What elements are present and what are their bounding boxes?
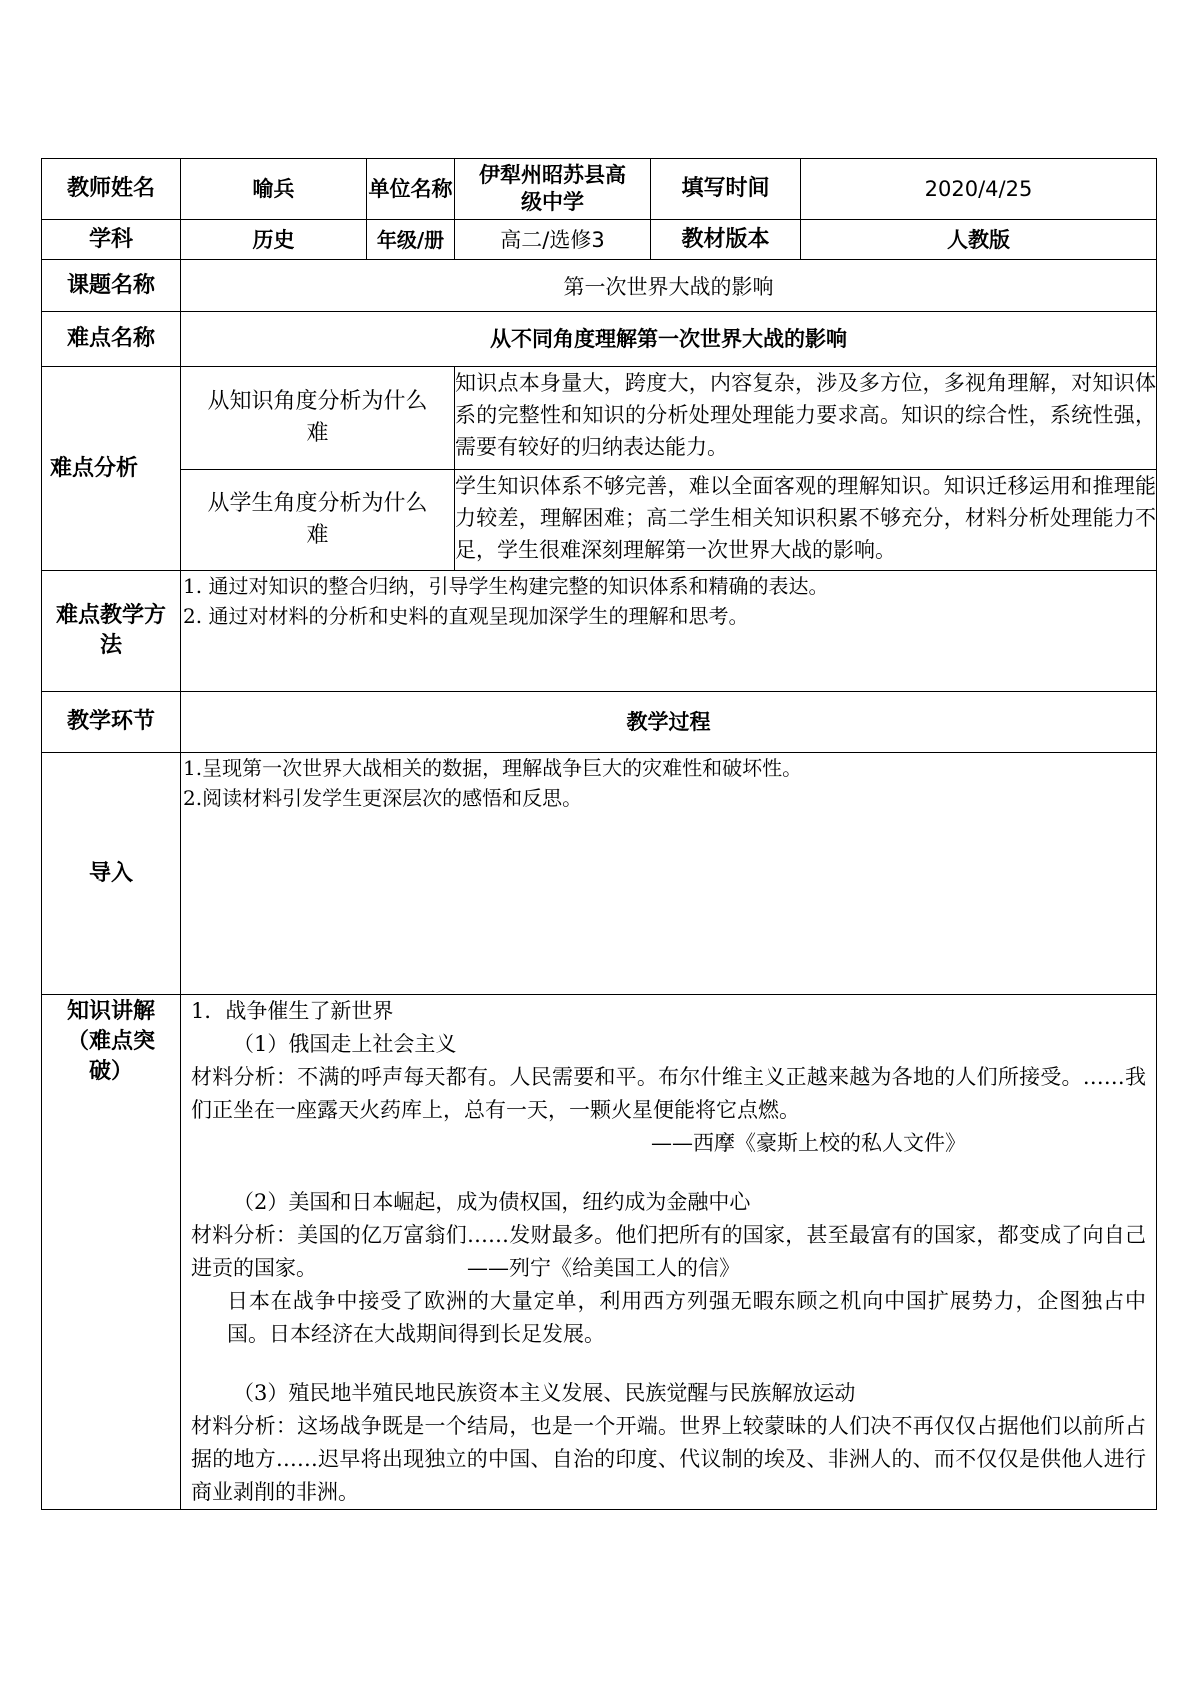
- fill-time-value: 2020/4/25: [801, 159, 1157, 220]
- difficulty-label: 难点名称: [42, 312, 181, 367]
- unit-label: 单位名称: [367, 159, 455, 220]
- section-2-material: [191, 1219, 1146, 1285]
- methods-item: 1. 通过对知识的整合归纳，引导学生构建完整的知识体系和精确的表达。: [183, 574, 829, 598]
- methods-list: [181, 571, 1157, 692]
- grade-value: 高二/选修3: [455, 220, 651, 260]
- methods-label: 难点教学方法: [42, 571, 181, 692]
- difficulty-row: [42, 312, 1157, 367]
- grade-label: 年级/册: [367, 220, 455, 260]
- header-row-1: [42, 159, 1157, 220]
- intro-row: [42, 753, 1157, 995]
- knowledge-angle-label: 从知识角度分析为什么难: [181, 367, 455, 470]
- intro-label: 导入: [42, 753, 181, 995]
- teacher-name-value: 喻兵: [181, 159, 367, 220]
- section-2-title: （2）美国和日本崛起，成为债权国，纽约成为金融中心: [233, 1190, 751, 1214]
- knowledge-row: [42, 995, 1157, 1510]
- knowledge-label: 知识讲解（难点突破）: [42, 995, 181, 1510]
- process-label: 教学过程: [181, 692, 1157, 753]
- student-angle-text: 学生知识体系不够完善，难以全面客观的理解知识。知识迁移运用和推理能力较差，理解困难；高二学生相关知识积累不够充分，材料分析处理能力不足，学生很难深刻理解第一次世界大战的影响。: [455, 470, 1157, 571]
- difficulty-value: 从不同角度理解第一次世界大战的影响: [181, 312, 1157, 367]
- topic-value: 第一次世界大战的影响: [181, 260, 1157, 312]
- lesson-plan-table: [41, 158, 1157, 1510]
- textbook-label: 教材版本: [651, 220, 801, 260]
- section-2-japan: 日本在战争中接受了欧洲的大量定单，利用西方列强无暇东顾之机向中国扩展势力，企图独占中国。日本经济在大战期间得到长足发展。: [227, 1289, 1146, 1346]
- topic-row: [42, 260, 1157, 312]
- knowledge-angle-text: 知识点本身量大，跨度大，内容复杂，涉及多方位，多视角理解，对知识体系的完整性和知识的分析处理处理能力要求高。知识的综合性，系统性强，需要有较好的归纳表达能力。: [455, 367, 1157, 470]
- textbook-value: 人教版: [801, 220, 1157, 260]
- section-2-source: ——列宁《给美国工人的信》: [467, 1256, 740, 1280]
- stage-label: 教学环节: [42, 692, 181, 753]
- section-2-material-text: 材料分析：美国的亿万富翁们……发财最多。他们把所有的国家，甚至最富有的国家，都变成了向自己进贡的国家。: [191, 1223, 1146, 1280]
- methods-row: [42, 571, 1157, 692]
- teacher-name-label: 教师姓名: [42, 159, 181, 220]
- knowledge-content: [181, 995, 1157, 1510]
- subject-label: 学科: [42, 220, 181, 260]
- analysis-row-student: [42, 470, 1157, 571]
- process-header-row: [42, 692, 1157, 753]
- fill-time-label: 填写时间: [651, 159, 801, 220]
- section-1-source: ——西摩《豪斯上校的私人文件》: [651, 1131, 966, 1155]
- header-row-2: [42, 220, 1157, 260]
- analysis-label: 难点分析: [42, 367, 181, 571]
- knowledge-heading: 1．战争催生了新世界: [191, 999, 394, 1023]
- section-1-material: 材料分析：不满的呼声每天都有。人民需要和平。布尔什维主义正越来越为各地的人们所接受。……我们正坐在一座露天火药库上，总有一天，一颗火星便能将它点燃。: [191, 1065, 1146, 1122]
- section-3-title: （3）殖民地半殖民地民族资本主义发展、民族觉醒与民族解放运动: [233, 1381, 856, 1405]
- unit-value: 伊犁州昭苏县高级中学: [455, 159, 651, 220]
- spacer: [191, 1160, 1146, 1186]
- spacer: [191, 1351, 1146, 1377]
- intro-item: 2.阅读材料引发学生更深层次的感悟和反思。: [183, 786, 583, 810]
- section-3-material: 材料分析：这场战争既是一个结局，也是一个开端。世界上较蒙昧的人们决不再仅仅占据他们以前所占据的地方……迟早将出现独立的中国、自治的印度、代议制的埃及、非洲人的、而不仅仅是供他人进行商业剥削的非洲。: [191, 1414, 1146, 1504]
- topic-label: 课题名称: [42, 260, 181, 312]
- analysis-row-knowledge: [42, 367, 1157, 470]
- methods-item: 2. 通过对材料的分析和史料的直观呈现加深学生的理解和思考。: [183, 604, 749, 628]
- section-1-title: （1）俄国走上社会主义: [233, 1032, 457, 1056]
- student-angle-label: 从学生角度分析为什么难: [181, 470, 455, 571]
- subject-value: 历史: [181, 220, 367, 260]
- intro-item: 1.呈现第一次世界大战相关的数据，理解战争巨大的灾难性和破坏性。: [183, 756, 803, 780]
- intro-list: [181, 753, 1157, 995]
